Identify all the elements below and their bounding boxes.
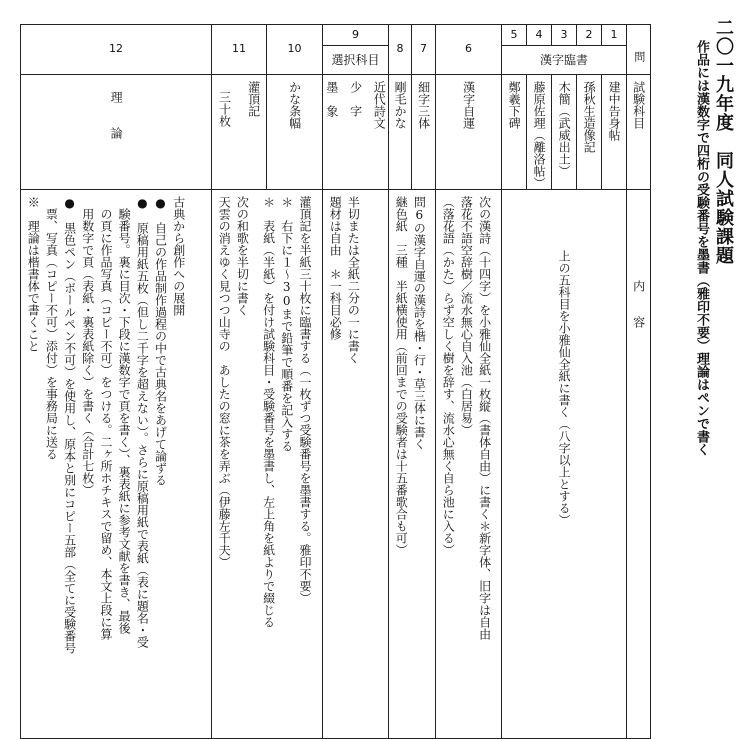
subject-7 xyxy=(412,75,436,190)
content-12-line-4: 験番号。裏に目次・下段に漢数字で頁を書く）、裏表紙に参考文献を書き、最後 xyxy=(117,196,132,634)
content-12-line-8: 票、写真（コピー不可）添付）を事務局に送る xyxy=(44,196,59,460)
subject-5-label: 鄭羲下碑 xyxy=(507,81,522,129)
num-4: 4 xyxy=(527,25,552,46)
subject-11-label: 灌頂記 xyxy=(246,81,261,117)
subject-9-option-3: 墨 象 xyxy=(324,81,339,117)
subject-2 xyxy=(577,75,602,190)
instructions-note: 作品には漢数字で四桁の受験番号を墨書（雅印不要）理論はペンで書く xyxy=(694,40,709,456)
content-9-line-2: 題材は自由 ＊一科目必修 xyxy=(328,196,343,340)
content-1-5 xyxy=(502,190,627,739)
subject-1 xyxy=(602,75,627,190)
subject-3-label: 木簡（武威出土） xyxy=(557,81,572,177)
subject-1-label: 建中告身帖 xyxy=(607,81,622,141)
content-12-line-5: の頁に作品写真（コピー不可）をつける。二ヶ所ホチキスで留め、本文上段に算 xyxy=(98,196,113,640)
subject-9-option-1: 近代詩文 xyxy=(372,81,387,129)
subject-header-label: 試験科目 xyxy=(631,81,646,129)
num-6: 6 xyxy=(436,25,502,75)
subject-3 xyxy=(552,75,577,190)
num-3: 3 xyxy=(552,25,577,46)
num-8: 8 xyxy=(389,25,412,75)
content-12 xyxy=(21,190,212,739)
content-1-5-text: 上の五科目を小雅仙全紙に書く（八字以上とする） xyxy=(557,250,572,526)
content-7-8 xyxy=(389,190,436,739)
content-11-line-1: 灌頂記を半紙三十枚に臨書する（一枚ずつ受験番号を墨書する。雅印不要） xyxy=(297,196,312,604)
elective-header: 選択科目 xyxy=(323,46,389,75)
content-10-11 xyxy=(212,190,323,739)
subject-7-label: 細字三体 xyxy=(416,81,431,129)
content-7-line-1: 問6の漢字自運の漢詩を楷・行・草三体に書く xyxy=(412,196,427,450)
content-10-line-2: 天雲の消えゆく見つつ山寺の あしたの窓に茶を弄ぶ（伊藤左千夫） xyxy=(217,196,232,568)
subject-6 xyxy=(436,75,502,190)
subject-9-option-2: 少 字 xyxy=(348,81,363,117)
content-12-line-9: ※ 理論は楷書体で書くこと xyxy=(26,196,41,352)
content-6-line-3: （落花語（かた）らず空しく樹を辞す、流水心無く自ら池に入る） xyxy=(441,196,456,556)
num-9: 9 xyxy=(323,25,389,46)
subject-11-sheets: 三十枚 xyxy=(217,91,232,127)
question-label: 問 xyxy=(632,51,646,62)
subject-12-label: 理 論 xyxy=(109,91,124,139)
subject-5 xyxy=(502,75,527,190)
num-5: 5 xyxy=(502,25,527,46)
title-block xyxy=(688,18,736,718)
exam-table xyxy=(20,24,651,739)
content-9 xyxy=(323,190,389,739)
subject-header xyxy=(627,75,651,190)
num-1: 1 xyxy=(602,25,627,46)
content-6-line-2: 落花不語空辞樹／流水無心自入池（白居易） xyxy=(459,196,474,436)
subject-4 xyxy=(527,75,552,190)
subject-11 xyxy=(212,75,267,190)
subject-10-label: かな条幅 xyxy=(287,81,302,129)
content-12-line-3: ● 原稿用紙五枚（但し二千字を超えない）。さらに原稿用紙で表紙（表に題名・受 xyxy=(135,196,150,648)
content-11-line-3: ＊ 表紙（半紙）を付け試験科目・受験番号を墨書し、左上角を紙よりで綴じる xyxy=(261,196,276,628)
content-8-line-1: 継色紙 三種 半紙横使用（前回までの受験者は十五番歌合も可） xyxy=(394,196,409,556)
num-12: 12 xyxy=(21,25,212,75)
subject-8-label: 剛毛かな xyxy=(393,81,408,129)
content-12-line-1: 古典から創作への展開 xyxy=(171,196,186,316)
content-10-line-1: 次の和歌を半切に書く xyxy=(235,196,250,316)
subject-2-label: 孫秋生造像記 xyxy=(582,81,597,153)
num-2: 2 xyxy=(577,25,602,46)
question-header xyxy=(627,25,651,75)
content-header xyxy=(627,190,651,739)
content-header-label: 内 容 xyxy=(631,280,646,328)
subject-10 xyxy=(267,75,323,190)
subject-9 xyxy=(323,75,389,190)
subject-12 xyxy=(21,75,212,190)
content-9-line-1: 半切または全紙二分の一に書く xyxy=(346,196,361,364)
content-12-line-2: ● 自己の作品制作過程の中で古典名をあげて論ずる xyxy=(153,196,168,486)
num-11: 11 xyxy=(212,25,267,75)
kanji-rinsho-header: 漢字臨書 xyxy=(502,46,627,75)
content-12-line-6: 用数字で頁（表紙・裏表紙除く）を書く（合計七枚） xyxy=(80,196,95,496)
subject-6-label: 漢字自運 xyxy=(461,81,476,129)
num-7: 7 xyxy=(412,25,436,75)
page-title: 二〇一九年度 同人試験課題 xyxy=(713,18,734,265)
subject-8 xyxy=(389,75,412,190)
content-12-line-7: ● 黒色ペン（ボールペン不可）を使用し、原本と別にコピー五部（全てに受験番号 xyxy=(62,196,77,654)
subject-4-label: 藤原佐理（離洛帖） xyxy=(532,81,547,189)
content-6-line-1: 次の漢詩（十四字）を小雅仙全紙一枚縦（書体自由）に書く＊新字体、旧字は自由 xyxy=(477,196,492,640)
num-10: 10 xyxy=(267,25,323,75)
content-6 xyxy=(436,190,502,739)
content-11-line-2: ＊ 右下に１～30まで鉛筆で順番を記入する xyxy=(279,196,294,452)
